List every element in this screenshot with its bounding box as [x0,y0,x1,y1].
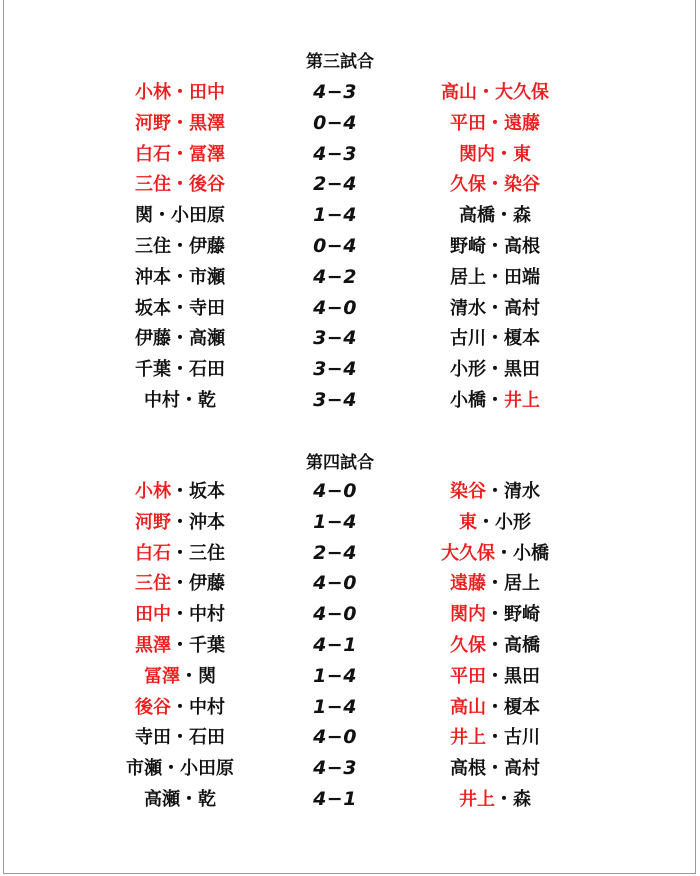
pair-separator: ・ [171,112,189,134]
pair-separator: ・ [477,511,495,533]
pair-separator: ・ [486,236,504,257]
pair-separator: ・ [171,635,189,656]
left-pair [90,630,270,661]
left-pair [90,385,270,416]
right-pair [400,599,590,630]
player-name: 河野 [135,511,171,533]
player-name: 高根 [450,758,486,780]
match-row [0,568,700,599]
player-name: 小橋 [513,542,549,564]
pair-separator: ・ [495,789,513,810]
match-score: 4−0 [313,603,357,626]
player-name: 遠藤 [450,573,486,595]
pair-separator: ・ [486,174,504,196]
right-pair [400,722,590,753]
player-name: 三住 [135,573,171,595]
player-name: 関内 [450,604,486,626]
left-pair [90,784,270,815]
player-name: 高橋 [504,635,540,656]
match-row [0,262,700,293]
pair-separator: ・ [486,390,504,411]
match-score: 4−0 [313,480,357,502]
player-name: 田端 [504,266,540,288]
match-score: 1−4 [313,664,357,687]
pair-separator: ・ [171,481,189,502]
right-pair [400,139,590,170]
pair-separator: ・ [171,727,189,749]
player-name: 小林 [135,481,171,502]
player-name: 三住 [135,174,171,196]
match-row [0,139,700,170]
player-name: 寺田 [135,727,171,749]
match-row [0,323,700,354]
player-name: 高山 [450,696,486,718]
pair-separator: ・ [171,359,189,381]
match-row [0,661,700,692]
section-title: 第三試合 [306,52,374,72]
match-row [0,108,700,139]
player-name: 黒澤 [135,635,171,656]
player-name: 久保 [450,174,486,196]
right-pair [400,293,590,324]
pair-separator: ・ [171,236,189,257]
right-pair [400,630,590,661]
left-pair [90,77,270,108]
right-pair [400,169,590,200]
left-pair [90,692,270,723]
match-row [0,200,700,231]
player-name: 平田 [450,665,486,687]
left-pair [90,661,270,692]
match-score: 3−4 [313,327,357,350]
player-name: 市瀬 [189,266,225,288]
player-name: 久保 [450,635,486,656]
right-pair [400,262,590,293]
player-name: 高村 [504,297,540,319]
left-pair [90,108,270,139]
match-score: 3−4 [313,358,357,381]
match-score: 1−4 [313,204,357,227]
pair-separator: ・ [171,266,189,288]
player-name: 古川 [450,328,486,350]
match-score: 4−2 [313,265,357,288]
match-row [0,77,700,108]
player-name: 野崎 [450,236,486,257]
match-score: 2−4 [313,173,357,196]
player-name: 高村 [504,758,540,780]
match-score: 3−4 [313,389,357,411]
pair-separator: ・ [180,789,198,810]
match-score: 2−4 [313,541,357,564]
player-name: 千葉 [189,635,225,656]
left-pair [90,231,270,262]
right-pair [400,77,590,108]
player-name: 居上 [450,266,486,288]
right-pair [400,568,590,599]
pair-separator: ・ [486,727,504,749]
player-name: 黒澤 [189,112,225,134]
player-name: 三住 [189,542,225,564]
match-row [0,293,700,324]
left-pair [90,568,270,599]
match-row [0,538,700,569]
left-pair [90,262,270,293]
left-pair [90,722,270,753]
match-score: 4−0 [313,726,357,749]
player-name: 清水 [450,297,486,319]
pair-separator: ・ [486,266,504,288]
player-name: 伊藤 [189,236,225,257]
match-row [0,476,700,507]
left-pair [90,293,270,324]
pair-separator: ・ [171,174,189,196]
right-pair [400,354,590,385]
player-name: 榎本 [504,696,540,718]
player-name: 坂本 [189,481,225,502]
player-name: 井上 [504,390,540,411]
match-row [0,599,700,630]
match-row [0,722,700,753]
right-pair [400,784,590,815]
left-pair [90,753,270,784]
pair-separator: ・ [171,297,189,319]
pair-separator: ・ [486,481,504,502]
right-pair [400,538,590,569]
pair-separator: ・ [171,696,189,718]
match-score: 4−3 [313,81,357,103]
match-row [0,753,700,784]
right-pair [400,323,590,354]
player-name: 小橋 [450,390,486,411]
player-name: 冨澤 [189,143,225,165]
player-name: 古川 [504,727,540,749]
match-score: 4−1 [313,788,357,810]
pair-separator: ・ [180,665,198,687]
pair-separator: ・ [171,573,189,595]
player-name: 井上 [459,789,495,810]
player-name: 白石 [135,542,171,564]
match-score: 1−4 [313,695,357,718]
player-name: 東 [513,143,531,165]
player-name: 中村 [189,604,225,626]
player-name: 遠藤 [504,112,540,134]
player-name: 中村 [144,390,180,411]
player-name: 小形 [495,511,531,533]
player-name: 石田 [189,359,225,381]
right-pair [400,476,590,507]
player-name: 染谷 [504,174,540,196]
player-name: 田中 [135,604,171,626]
left-pair [90,169,270,200]
player-name: 乾 [198,789,216,810]
player-name: 井上 [450,727,486,749]
match-score: 1−4 [313,510,357,533]
pair-separator: ・ [495,205,513,227]
player-name: 市瀬 [126,758,162,780]
left-pair [90,476,270,507]
player-name: 沖本 [135,266,171,288]
player-name: 田中 [189,82,225,103]
pair-separator: ・ [486,328,504,350]
pair-separator: ・ [486,696,504,718]
right-pair [400,108,590,139]
player-name: 坂本 [135,297,171,319]
player-name: 清水 [504,481,540,502]
player-name: 高瀬 [144,789,180,810]
match-score: 4−0 [313,296,357,319]
match-score: 4−3 [313,757,357,780]
left-pair [90,323,270,354]
player-name: 森 [513,205,531,227]
pair-separator: ・ [180,390,198,411]
player-name: 染谷 [450,481,486,502]
pair-separator: ・ [171,328,189,350]
pair-separator: ・ [486,297,504,319]
pair-separator: ・ [171,143,189,165]
player-name: 小林 [135,82,171,103]
right-pair [400,200,590,231]
right-pair [400,753,590,784]
right-pair [400,661,590,692]
pair-separator: ・ [171,604,189,626]
player-name: 乾 [198,390,216,411]
player-name: 沖本 [189,511,225,533]
match-row [0,630,700,661]
match-score: 4−0 [313,572,357,595]
player-name: 高橋 [459,205,495,227]
player-name: 後谷 [135,696,171,718]
player-name: 小田原 [171,205,225,227]
pair-separator: ・ [486,635,504,656]
pair-separator: ・ [162,758,180,780]
player-name: 黒田 [504,665,540,687]
player-name: 大久保 [495,82,549,103]
pair-separator: ・ [153,205,171,227]
pair-separator: ・ [486,758,504,780]
match-score: 4−1 [313,634,357,656]
right-pair [400,385,590,416]
right-pair [400,231,590,262]
match-row [0,507,700,538]
left-pair [90,200,270,231]
player-name: 白石 [135,143,171,165]
match-row [0,692,700,723]
match-score: 4−3 [313,142,357,165]
pair-separator: ・ [171,511,189,533]
player-name: 榎本 [504,328,540,350]
player-name: 関 [198,665,216,687]
pair-separator: ・ [171,542,189,564]
left-pair [90,139,270,170]
match-score: 0−4 [313,235,357,257]
player-name: 高山 [441,82,477,103]
player-name: 三住 [135,236,171,257]
pair-separator: ・ [486,573,504,595]
player-name: 中村 [189,696,225,718]
player-name: 後谷 [189,174,225,196]
player-name: 野崎 [504,604,540,626]
pair-separator: ・ [171,82,189,103]
player-name: 大久保 [441,542,495,564]
match-row [0,354,700,385]
player-name: 石田 [189,727,225,749]
player-name: 高根 [504,236,540,257]
player-name: 森 [513,789,531,810]
player-name: 平田 [450,112,486,134]
match-row [0,169,700,200]
player-name: 高瀬 [189,328,225,350]
player-name: 居上 [504,573,540,595]
player-name: 寺田 [189,297,225,319]
match-row [0,231,700,262]
player-name: 関内 [459,143,495,165]
pair-separator: ・ [486,112,504,134]
right-pair [400,507,590,538]
pair-separator: ・ [486,665,504,687]
player-name: 千葉 [135,359,171,381]
section-title: 第四試合 [306,453,374,473]
pair-separator: ・ [477,82,495,103]
left-pair [90,538,270,569]
match-row [0,784,700,815]
player-name: 東 [459,511,477,533]
match-score: 0−4 [313,111,357,134]
player-name: 小形 [450,359,486,381]
pair-separator: ・ [486,604,504,626]
match-row [0,385,700,416]
player-name: 黒田 [504,359,540,381]
player-name: 関 [135,205,153,227]
left-pair [90,599,270,630]
pair-separator: ・ [495,143,513,165]
left-pair [90,354,270,385]
player-name: 伊藤 [189,573,225,595]
left-pair [90,507,270,538]
pair-separator: ・ [495,542,513,564]
player-name: 小田原 [180,758,234,780]
player-name: 伊藤 [135,328,171,350]
player-name: 河野 [135,112,171,134]
pair-separator: ・ [486,359,504,381]
player-name: 冨澤 [144,665,180,687]
right-pair [400,692,590,723]
